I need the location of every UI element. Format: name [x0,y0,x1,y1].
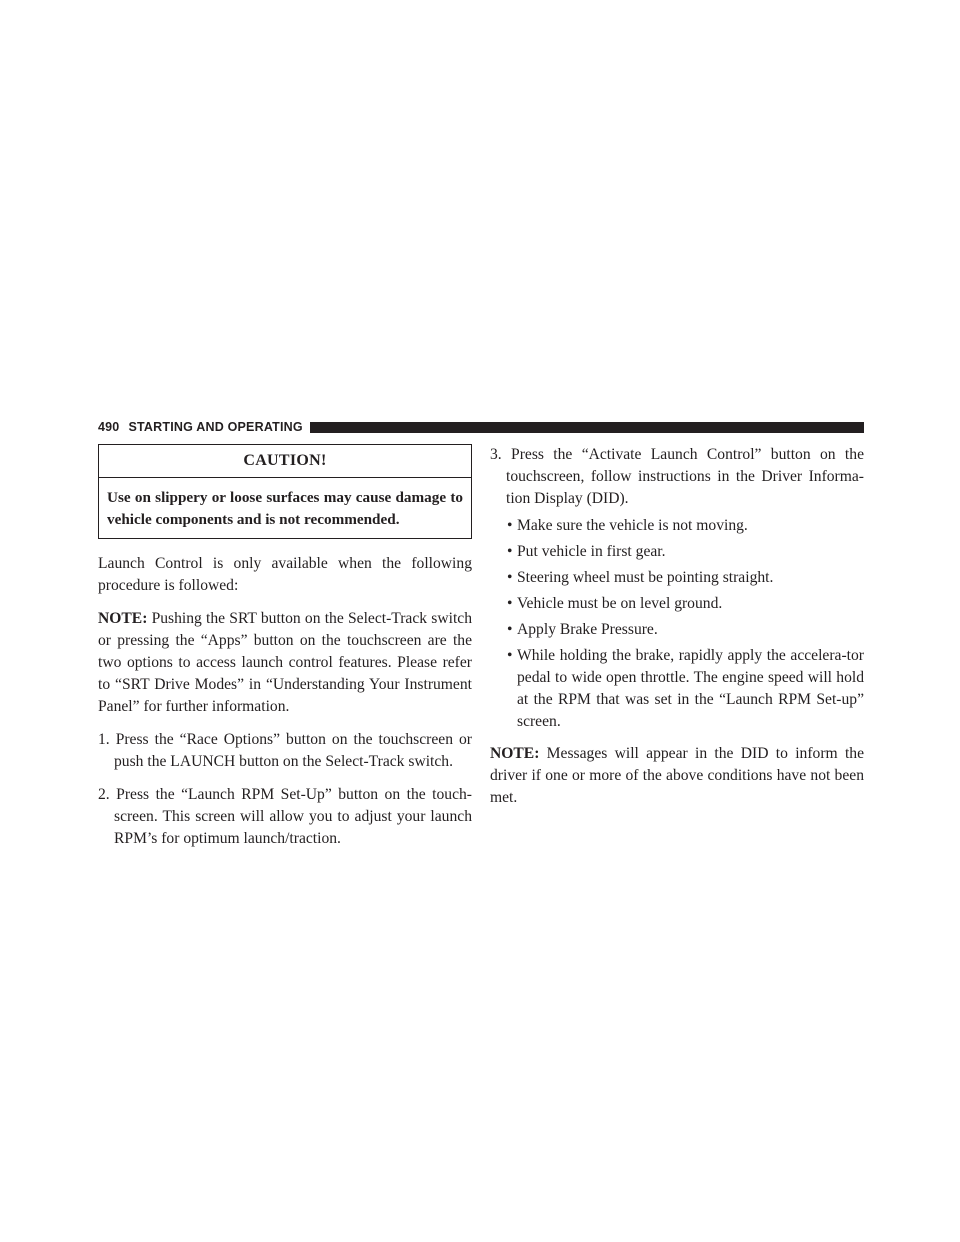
list-item: • While holding the brake, rapidly apply the accelera-tor pedal to wide open throttle. The engine speed will hold at the RPM that was set in the “Launch RPM Set-up” screen. [508,645,864,733]
page-header [98,419,864,435]
section-title: STARTING AND OPERATING [128,420,303,434]
list-item: • Vehicle must be on level ground. [508,593,864,615]
header-rule [310,422,864,433]
left-column [98,444,472,861]
list-item: • Steering wheel must be pointing straight. [508,567,864,589]
note-text: Pushing the SRT button on the Select-Track switch or pressing the “Apps” button on the touchscreen are the two options to access launch control features. Please refer to “SRT Drive Modes” in “Understanding Your Instrument Panel” for further information. [98,610,472,715]
right-column [490,444,864,820]
caution-body: Use on slippery or loose surfaces may cause damage to vehicle components and is not recommended. [107,489,463,528]
note-text: Messages will appear in the DID to inform the driver if one or more of the above conditions have not been met. [490,745,864,806]
caution-title: CAUTION! [99,445,471,478]
intro-paragraph: Launch Control is only available when the following procedure is followed: [98,555,472,594]
list-item: • Apply Brake Pressure. [508,619,864,641]
step-2: 2. Press the “Launch RPM Set-Up” button on the touch-screen. This screen will allow you to adjust your launch RPM’s for optimum launch/traction. [98,786,472,847]
note-label: NOTE: [490,745,540,762]
note-paragraph-1 [98,608,472,718]
page-number: 490 [98,420,120,434]
note-label: NOTE: [98,610,148,627]
note-paragraph-2 [490,743,864,809]
step-1: 1. Press the “Race Options” button on the touchscreen or push the LAUNCH button on the Select-Track switch. [98,731,472,770]
step-3: 3. Press the “Activate Launch Control” button on the touchscreen, follow instructions in the Driver Informa-tion Display (DID). [490,446,864,507]
condition-list [490,515,864,733]
list-item: • Make sure the vehicle is not moving. [508,515,864,537]
caution-box [98,444,472,539]
list-item: • Put vehicle in first gear. [508,541,864,563]
